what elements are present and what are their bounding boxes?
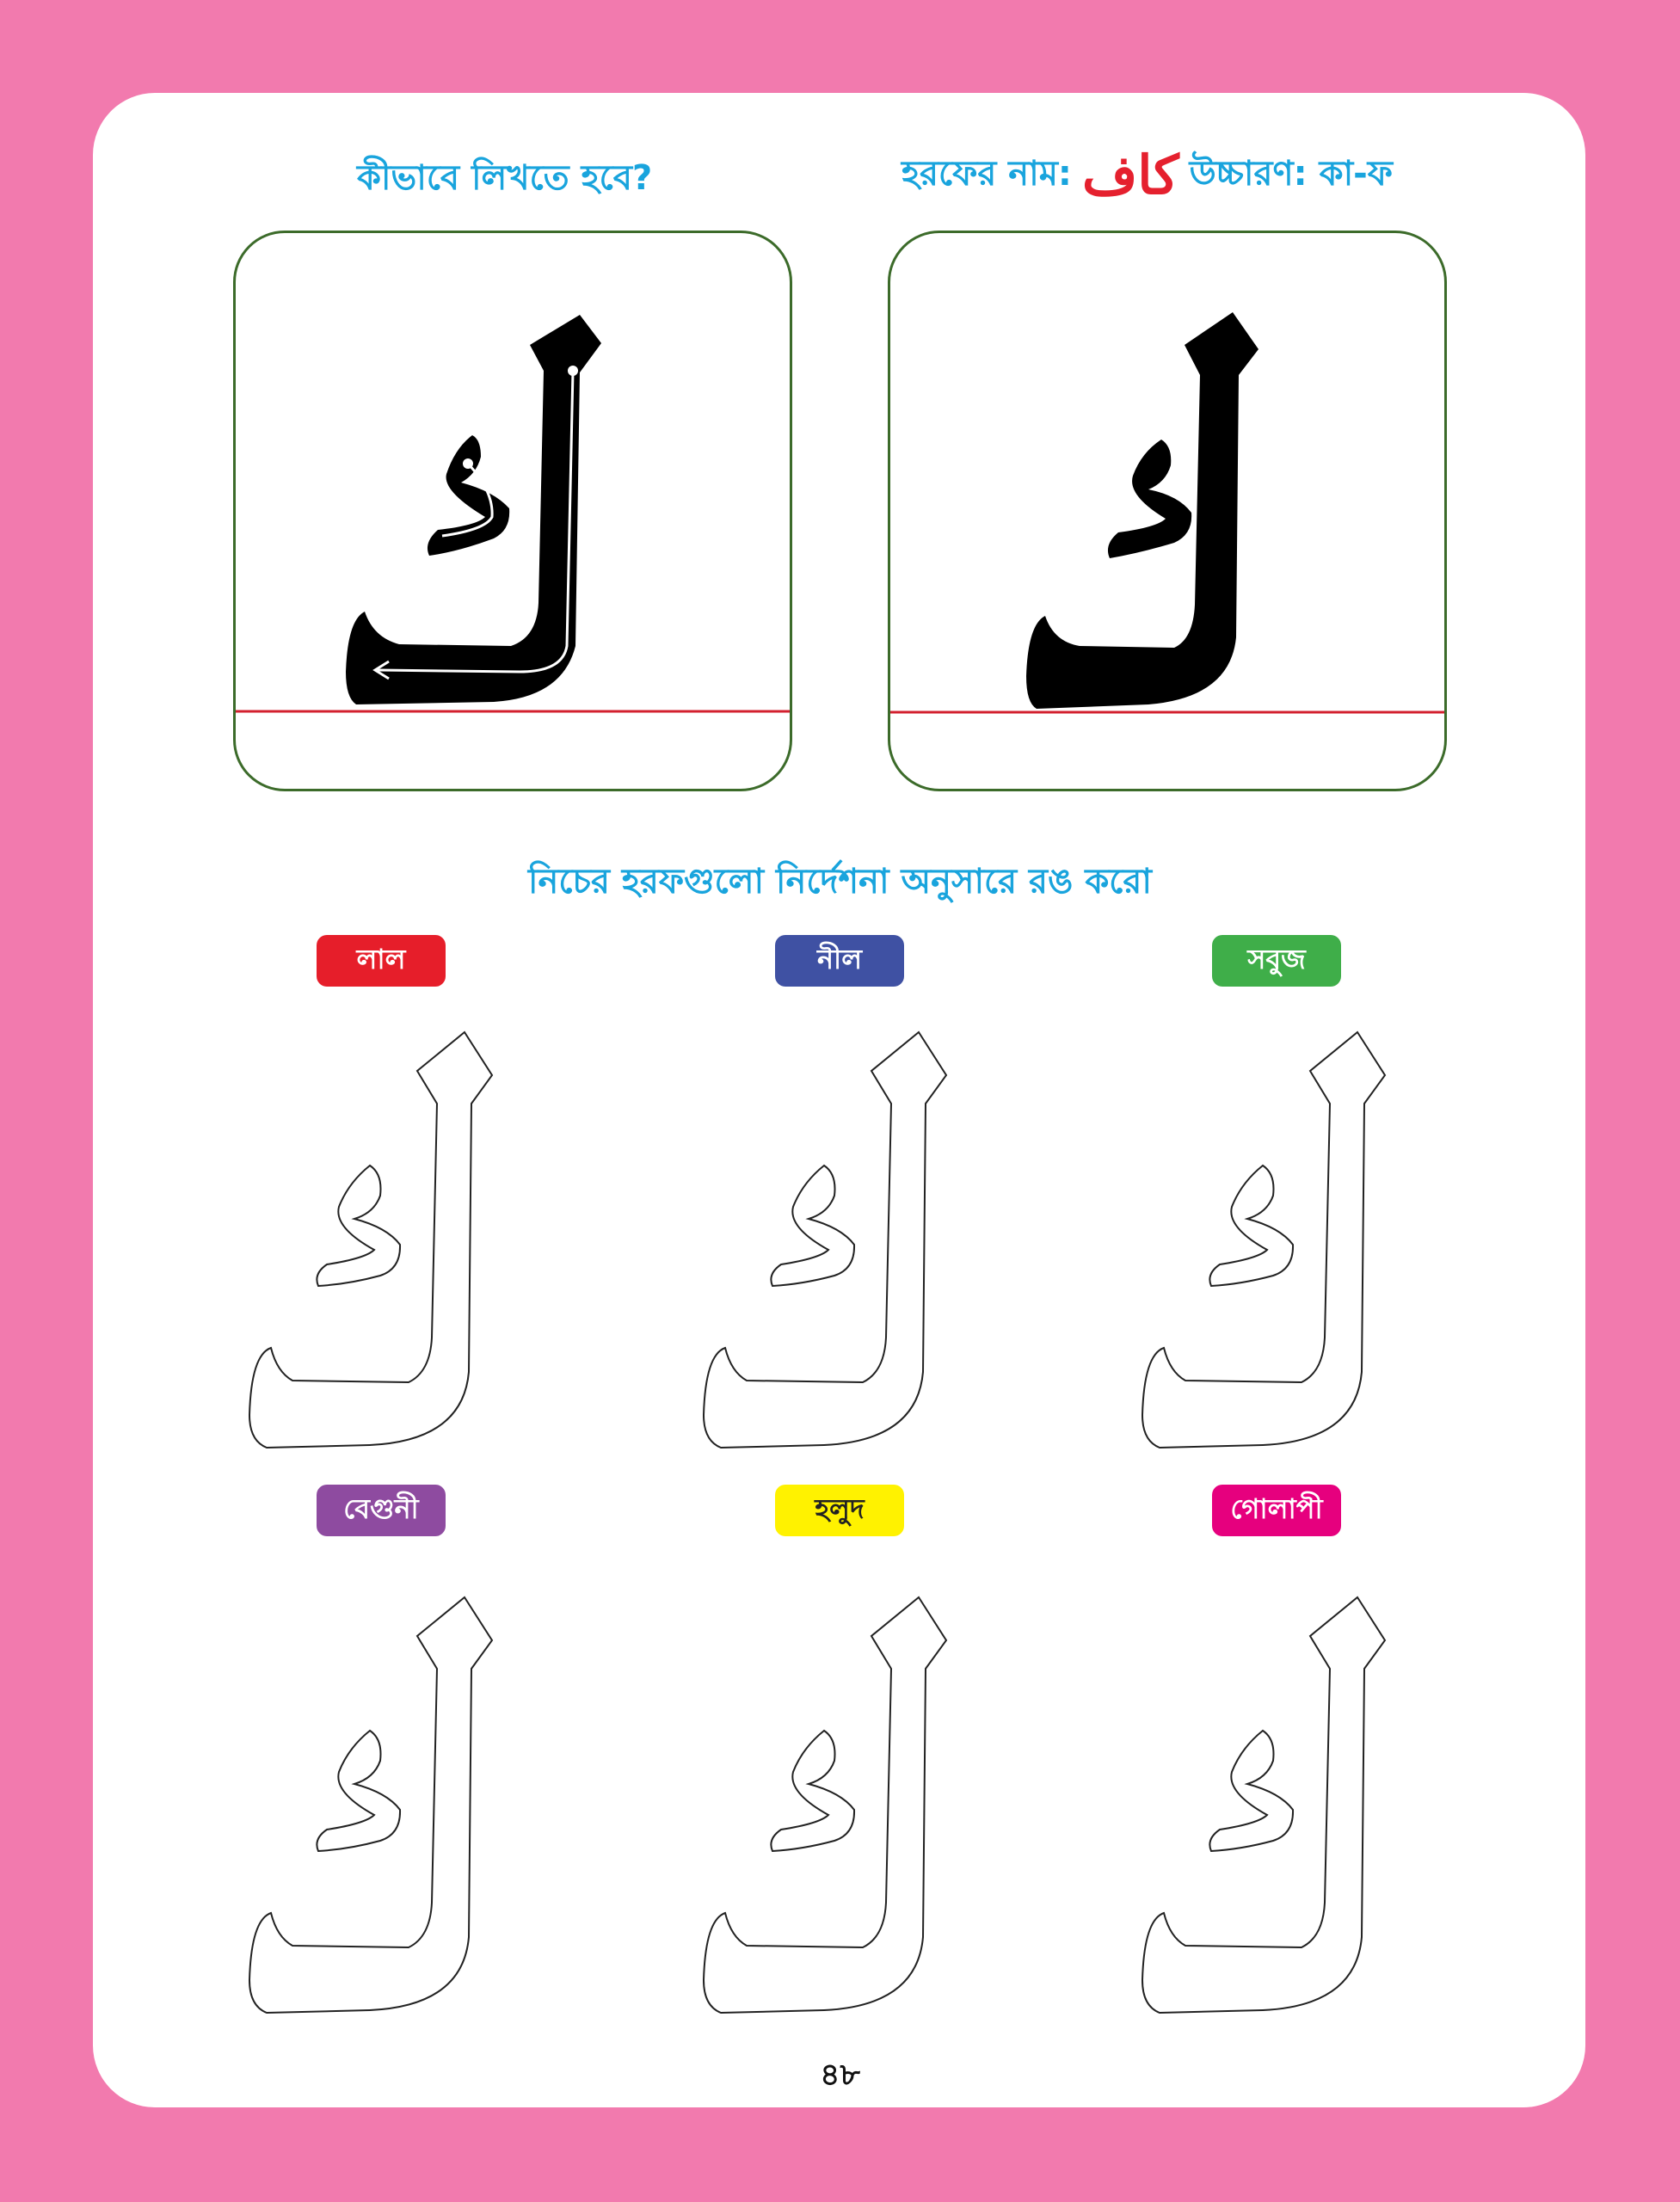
kaf-letter-shape (346, 315, 601, 704)
kaf-hamza-shape (1108, 440, 1191, 558)
letter-name-label: হরফের নাম: (902, 154, 1072, 194)
color-chip-blue (775, 935, 904, 987)
color-chip-red (317, 935, 446, 987)
kaf-outline-3[interactable] (1134, 1028, 1426, 1467)
stroke-order-box (233, 231, 792, 791)
chip-label: নীল (816, 943, 863, 975)
chip-label: লাল (356, 943, 406, 975)
letter-arabic-name: كاف (1081, 143, 1179, 206)
letter-model-box (888, 231, 1447, 791)
color-chip-purple (317, 1485, 446, 1536)
how-to-write-heading: কীভাবে লিখতে হবে? (357, 158, 653, 198)
pronunciation-label: উচ্চারণ: কা-ফ (1189, 154, 1394, 194)
chip-label: বেগুনী (343, 1492, 419, 1525)
color-chip-yellow (775, 1485, 904, 1536)
kaf-hamza-shape (428, 435, 509, 556)
coloring-instruction: নিচের হরফগুলো নির্দেশনা অনুসারে রঙ করো (528, 862, 1152, 901)
chip-label: সবুজ (1247, 943, 1306, 975)
chip-label: হলুদ (815, 1492, 865, 1525)
page-number: ৪৮ (820, 2057, 860, 2093)
kaf-letter-shape (1026, 312, 1258, 709)
color-chip-green (1212, 935, 1341, 987)
kaf-outline-6[interactable] (1134, 1593, 1426, 2032)
color-chip-pink (1212, 1485, 1341, 1536)
chip-label: গোলাপী (1230, 1492, 1323, 1525)
kaf-outline-5[interactable] (695, 1593, 988, 2032)
kaf-outline-1[interactable] (241, 1028, 533, 1467)
kaf-outline-4[interactable] (241, 1593, 533, 2032)
letter-name-heading (902, 143, 1394, 206)
kaf-outline-2[interactable] (695, 1028, 988, 1467)
